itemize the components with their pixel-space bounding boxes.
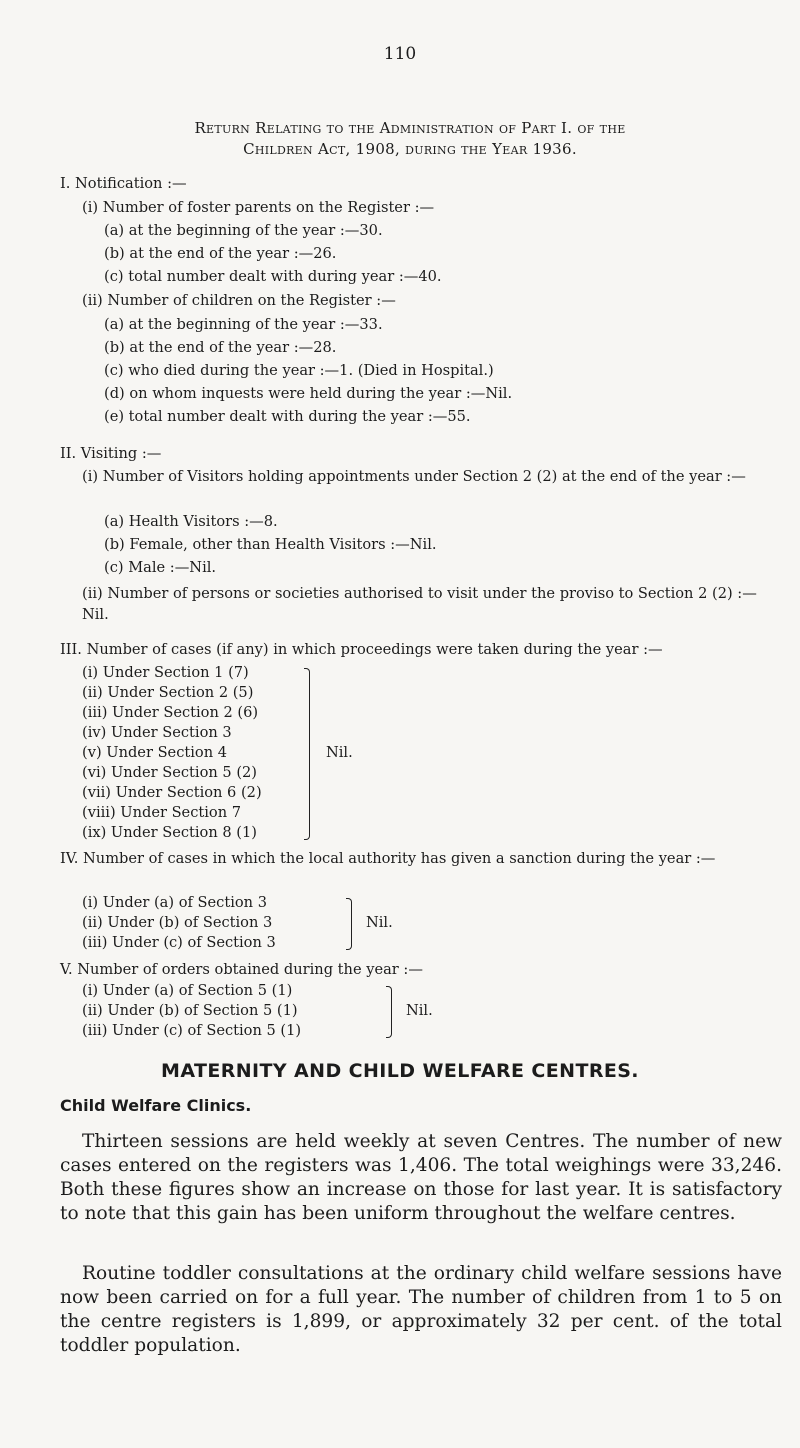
section-4-item: (ii) Under (b) of Section 3: [82, 914, 273, 931]
section-4-item: (iii) Under (c) of Section 3: [82, 934, 276, 951]
section-1-item-ii-e: (e) total number dealt with during the year :—55.: [104, 408, 471, 425]
section-1-item-i-c: (c) total number dealt with during year :—40.: [104, 268, 442, 285]
section-3-item: (vii) Under Section 6 (2): [82, 784, 262, 801]
section-3-result: Nil.: [326, 744, 353, 761]
section-3-item: (ix) Under Section 8 (1): [82, 824, 257, 841]
section-1-item-ii: (ii) Number of children on the Register :—: [82, 292, 396, 309]
section-3-brace: [304, 668, 310, 840]
section-3-item: (iii) Under Section 2 (6): [82, 704, 259, 721]
section-1-item-ii-a: (a) at the beginning of the year :—33.: [104, 316, 383, 333]
title-line-2: Children Act, 1908, during the Year 1936.: [243, 140, 577, 158]
section-3-item: (v) Under Section 4: [82, 744, 228, 761]
section-5-heading: V. Number of orders obtained during the year :—: [60, 961, 423, 978]
section-3-heading: III. Number of cases (if any) in which proceedings were taken during the year :—: [60, 641, 663, 658]
section-4-heading: IV. Number of cases in which the local authority has given a sanction during the year :—: [60, 850, 716, 867]
section-1-item-ii-d: (d) on whom inquests were held during the year :—Nil.: [104, 385, 513, 402]
section-1-item-i: (i) Number of foster parents on the Register :—: [82, 199, 435, 216]
section-1-item-ii-c: (c) who died during the year :—1. (Died in Hospital.): [104, 362, 494, 379]
section-5-item: (ii) Under (b) of Section 5 (1): [82, 1002, 298, 1019]
section-2-item-i-c: (c) Male :—Nil.: [104, 559, 217, 576]
section-2-item-i-a: (a) Health Visitors :—8.: [104, 513, 278, 530]
section-3-item: (ii) Under Section 2 (5): [82, 684, 254, 701]
section-2-item-ii: (ii) Number of persons or societies authorised to visit under the proviso to Section 2 (2) :—Nil.: [82, 585, 757, 623]
section-5-item: (iii) Under (c) of Section 5 (1): [82, 1022, 302, 1039]
section-4-brace: [346, 898, 352, 950]
section-4-item: (i) Under (a) of Section 3: [82, 894, 267, 911]
section-3-item: (iv) Under Section 3: [82, 724, 232, 741]
section-5-brace: [386, 986, 392, 1038]
section-1-heading: I. Notification :—: [60, 175, 187, 192]
child-welfare-subheading: Child Welfare Clinics.: [60, 1096, 252, 1115]
section-1-item-i-a: (a) at the beginning of the year :—30.: [104, 222, 383, 239]
section-2-heading: II. Visiting :—: [60, 445, 162, 462]
section-5-item: (i) Under (a) of Section 5 (1): [82, 982, 293, 999]
section-2-item-i: (i) Number of Visitors holding appointments under Section 2 (2) at the end of the year :—: [82, 468, 746, 485]
section-3-item: (viii) Under Section 7: [82, 804, 242, 821]
section-2-item-i-b: (b) Female, other than Health Visitors :—Nil.: [104, 536, 437, 553]
section-3-item: (vi) Under Section 5 (2): [82, 764, 257, 781]
section-3-item: (i) Under Section 1 (7): [82, 664, 249, 681]
title-line-1: Return Relating to the Administration of Part I. of the: [194, 119, 626, 137]
document-title: [60, 118, 760, 160]
paragraph-2: Routine toddler consultations at the ordinary child welfare sessions have now been carried on for a full year. The number of children from 1 to 5 on the centre registers is 1,899, or approximately 32 per cent. of the total toddler population.: [60, 1263, 782, 1356]
section-1-item-ii-b: (b) at the end of the year :—28.: [104, 339, 337, 356]
page-number: 110: [383, 44, 417, 64]
section-1-item-i-b: (b) at the end of the year :—26.: [104, 245, 337, 262]
paragraph-1: Thirteen sessions are held weekly at seven Centres. The number of new cases entered on the registers was 1,406. The total weighings were 33,246. Both these figures show an increase on those for last year. It is satisfactory to note that this gain has been uniform throughout the welfare centres.: [60, 1131, 782, 1224]
section-4-result: Nil.: [366, 914, 393, 931]
section-5-result: Nil.: [406, 1002, 433, 1019]
maternity-heading: MATERNITY AND CHILD WELFARE CENTRES.: [161, 1060, 639, 1082]
